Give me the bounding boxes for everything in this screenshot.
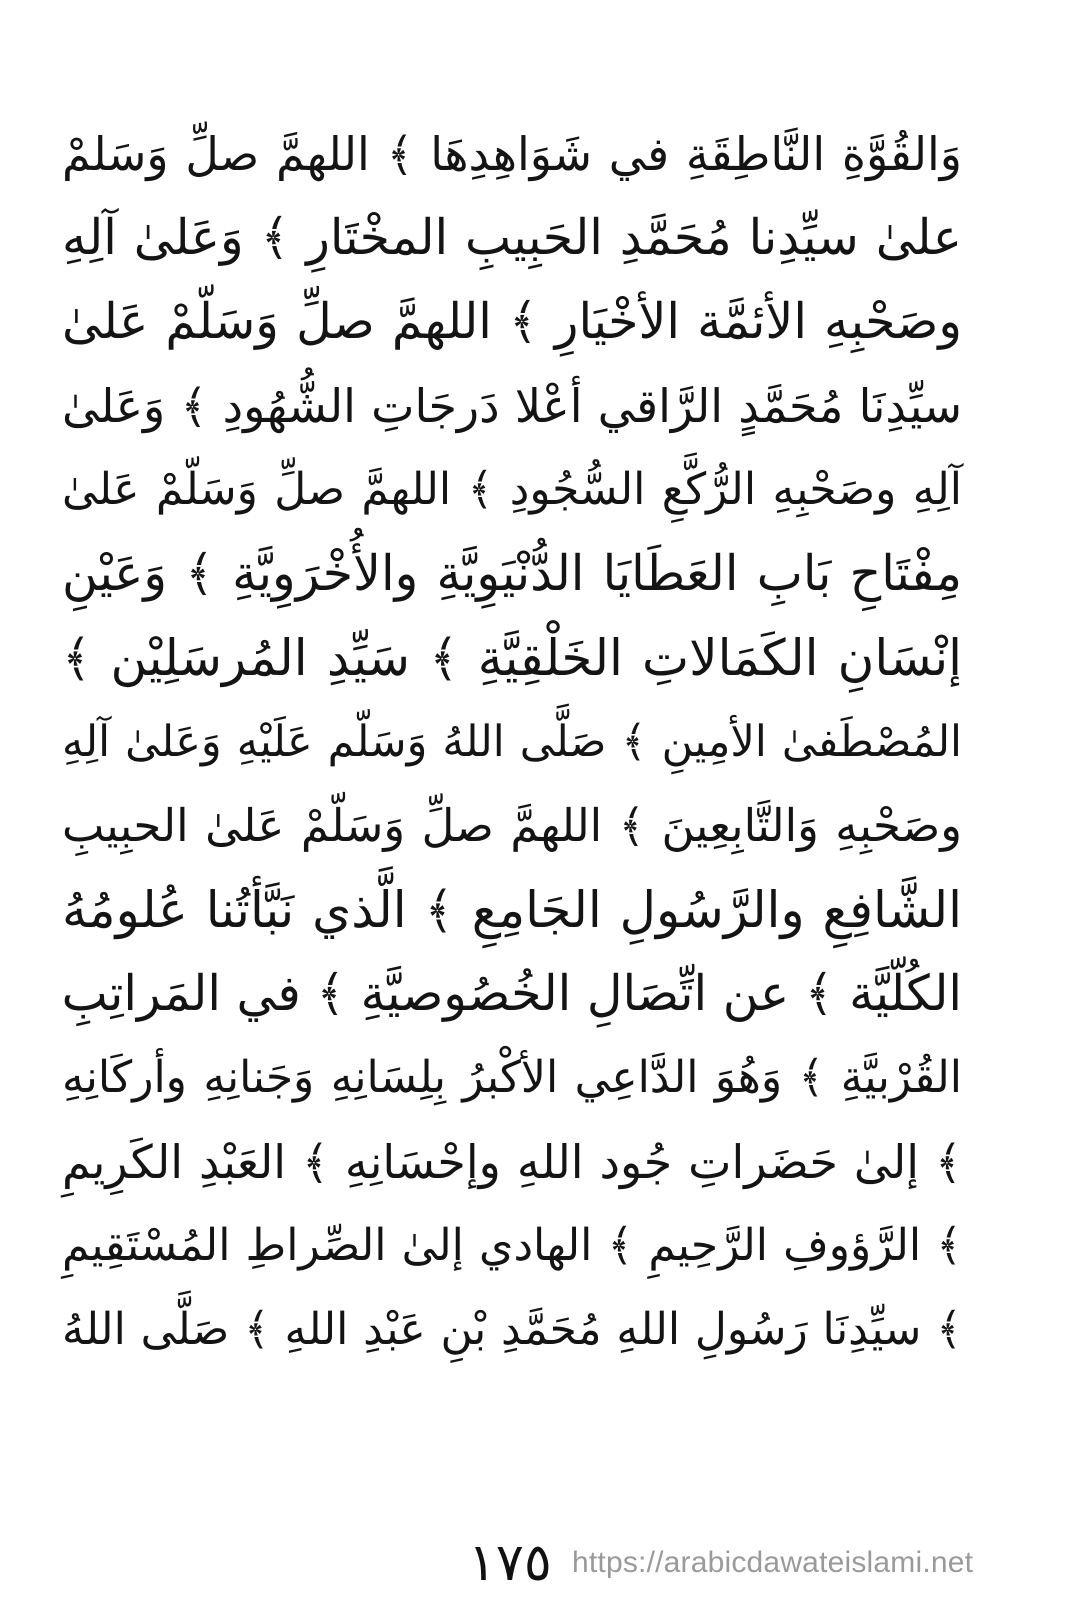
website-url-link[interactable]: https://arabicdawateislami.net [572, 1546, 974, 1579]
text-line-9: وصَحْبِهِ وَالتَّابِعِينَ ﴾ اللهمَّ صلِّ وَسَلّمْ عَلىٰ الحبِيبِ [62, 799, 962, 852]
text-line-7: إنْسَانِ الكَمَالاتِ الخَلْقِيَّةِ ﴾ سَيِّدِ المُرسَلِيْن ﴾ [62, 629, 962, 687]
text-line-15: ﴾ سيِّدِنَا رَسُولِ اللهِ مُحَمَّدِ بْنِ عَبْدِ اللهِ ﴾ صَلَّى اللهُ [62, 1304, 962, 1355]
text-line-4: سيِّدِنَا مُحَمَّدٍ الرَّاقي أعْلا دَرجَاتِ الشُّهُودِ ﴾ وَعَلىٰ [62, 379, 962, 433]
text-line-3: وصَحْبِهِ الأئمَّة الأخْيَارِ ﴾ اللهمَّ صلِّ وَسَلّمْ عَلىٰ [62, 293, 962, 350]
text-line-1: وَالقُوَّةِ النَّاطِقَةِ في شَوَاهِدِهَا ﴾ اللهمَّ صلِّ وَسَلمْ [62, 127, 962, 181]
text-line-11: الكُلّيَّة ﴾ عن اتِّصَالِ الخُصُوصيَّةِ ﴾ في المَراتِبِ [61, 965, 962, 1022]
page-number: ١٧٥ [468, 1533, 552, 1593]
text-line-5: آلِهِ وصَحْبِهِ الرُّكَّعِ السُّجُودِ ﴾ اللهمَّ صلِّ وَسَلّمْ عَلىٰ [62, 464, 962, 515]
text-line-13: ﴾ إلىٰ حَضَراتِ جُود اللهِ وإحْسَانِهِ ﴾ العَبْدِ الكَرِيمِ [62, 1135, 962, 1189]
text-line-14: ﴾ الرَّؤوفِ الرَّحِيمِ ﴾ الهادي إلىٰ الصِّراطِ المُسْتَقِيمِ [62, 1220, 962, 1271]
text-line-6: مِفْتَاحِ بَابِ العَطَايَا الدُّنْيَوِيَّةِ والأُخْرَوِيَّةِ ﴾ وَعَيْنِ [62, 545, 962, 602]
text-line-8: المُصْطَفىٰ الأمِينِ ﴾ صَلَّى اللهُ وَسَلّم عَلَيْهِ وَعَلىٰ آلِهِ [62, 717, 962, 767]
text-line-12: القُرْبيَّةِ ﴾ وَهُوَ الدَّاعِي الأكْبرُ بِلِسَانِهِ وَجَنانِهِ وأركَانِهِ [62, 1052, 962, 1103]
body-text [62, 112, 962, 1372]
page-footer [0, 1533, 1084, 1593]
text-line-10: الشَّافِعِ والرَّسُولِ الجَامِعِ ﴾ الَّذي نَبَّأتُنا عُلومُهُ [62, 881, 962, 939]
text-line-2: علىٰ سيِّدِنا مُحَمَّدِ الحَبِيبِ المخْتَارِ ﴾ وَعَلىٰ آلِهِ [62, 209, 962, 266]
